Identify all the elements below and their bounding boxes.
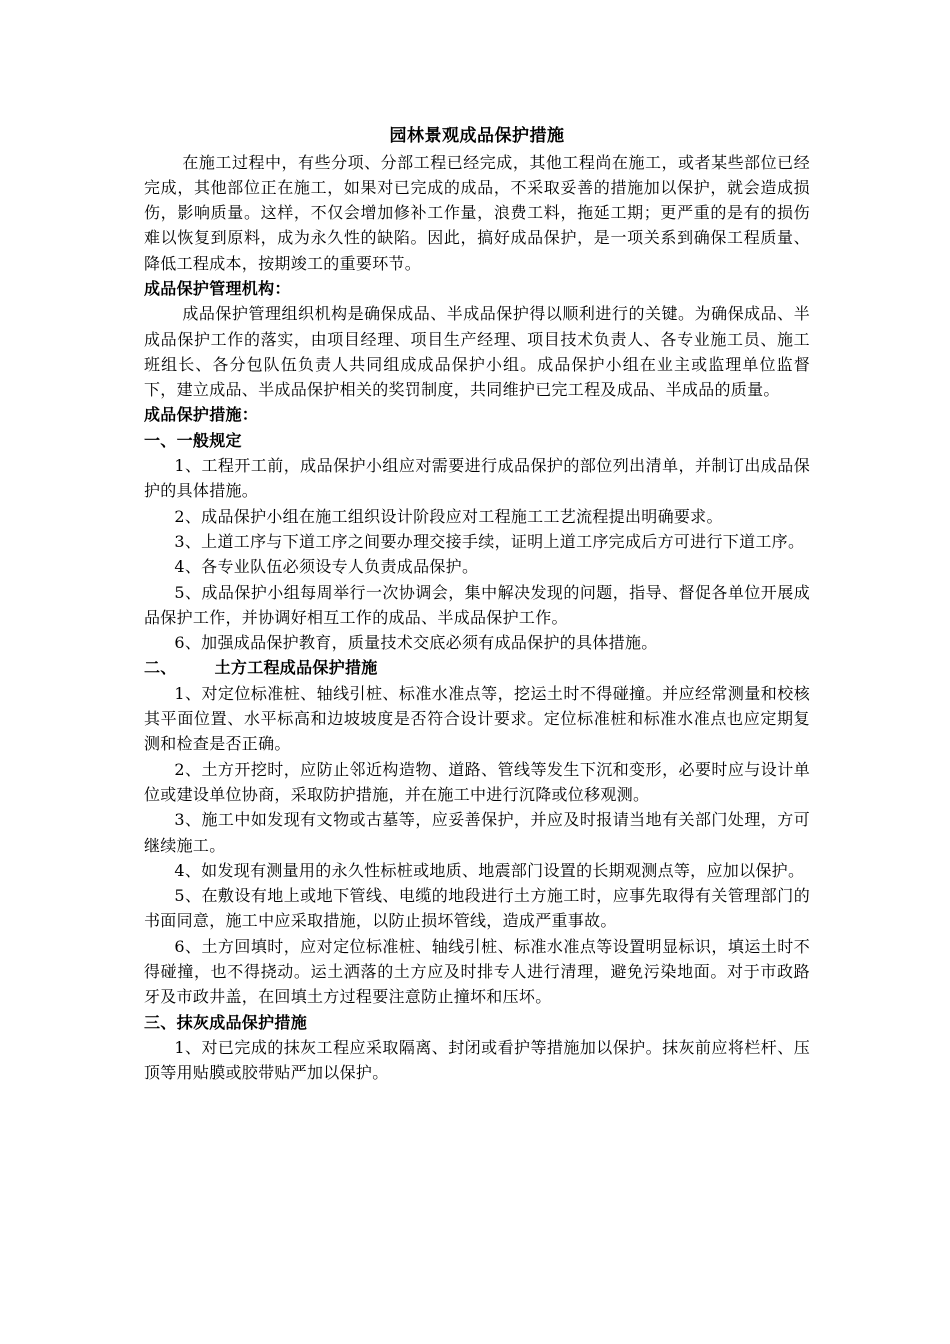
section1-item-1: 1、工程开工前，成品保护小组应对需要进行成品保护的部位列出清单，并制订出成品保护的具体措施。 [144, 456, 810, 501]
section2-item-2: 2、土方开挖时，应防止邻近构造物、道路、管线等发生下沉和变形，必要时应与设计单位或建设单位协商，采取防护措施，并在施工中进行沉降或位移观测。 [144, 759, 810, 804]
intro-paragraph: 在施工过程中，有些分项、分部工程已经完成，其他工程尚在施工，或者某些部位已经完成，其他部位正在施工，如果对已完成的成品，不采取妥善的措施加以保护，就会造成损伤，影响质量。这样，不仅会增加修补工作量，浪费工料，拖延工期；更严重的是有的损伤难以恢复到原料，成为永久性的缺陷。因此，搞好成品保护，是一项关系到确保工程质量、降低工程成本，按期竣工的重要环节。 [144, 152, 810, 273]
measures-heading: 成品保护措施： [144, 405, 259, 425]
section2-number: 二、 [144, 658, 177, 678]
section1-item-5: 5、成品保护小组每周举行一次协调会，集中解决发现的问题，指导、督促各单位开展成品保护工作，并协调好相互工作的成品、半成品保护工作。 [144, 582, 810, 627]
section3-heading: 三、抹灰成品保护措施 [144, 1012, 308, 1032]
section3-item-1: 1、对已完成的抹灰工程应采取隔离、封闭或看护等措施加以保护。抹灰前应将栏杆、压顶等用贴膜或胶带贴严加以保护。 [144, 1037, 810, 1083]
document-title: 园林景观成品保护措施 [389, 126, 565, 146]
org-paragraph: 成品保护管理组织机构是确保成品、半成品保护得以顺利进行的关键。为确保成品、半成品保护工作的落实，由项目经理、项目生产经理、项目技术负责人、各专业施工员、施工班组长、各分包队伍负责人共同组成成品保护小组。成品保护小组在业主或监理单位监督下，建立成品、半成品保护相关的奖罚制度，共同维护已完工程及成品、半成品的质量。 [144, 304, 810, 400]
section2-item-3: 3、施工中如发现有文物或古墓等，应妥善保护，并应及时报请当地有关部门处理，方可继续施工。 [144, 810, 810, 855]
section2-item-6: 6、土方回填时，应对定位标准桩、轴线引桩、标准水准点等设置明显标识，填运土时不得碰撞，也不得挠动。运土洒落的土方应及时排专人进行清理，避免污染地面。对于市政路牙及市政井盖，在回填土方过程要注意防止撞坏和压坏。 [144, 936, 810, 1007]
section2-item-1: 1、对定位标准桩、轴线引桩、标准水准点等，挖运土时不得碰撞。并应经常测量和校核其平面位置、水平标高和边坡坡度是否符合设计要求。定位标准桩和标准水准点也应定期复测和检查是否正确。 [144, 683, 810, 754]
section2-heading [144, 655, 810, 680]
section2-item-5: 5、在敷设有地上或地下管线、电缆的地段进行土方施工时，应事先取得有关管理部门的书面同意，施工中应采取措施，以防止损坏管线，造成严重事故。 [144, 886, 810, 931]
section2-item-4: 4、如发现有测量用的永久性标桩或地质、地震部门设置的长期观测点等，应加以保护。 [174, 860, 805, 880]
org-heading: 成品保护管理机构： [144, 278, 291, 298]
section1-item-4: 4、各专业队伍必须设专人负责成品保护。 [174, 557, 479, 577]
section1-heading: 一、一般规定 [144, 430, 242, 450]
section1-item-6: 6、加强成品保护教育，质量技术交底必须有成品保护的具体措施。 [174, 633, 658, 653]
section1-item-3: 3、上道工序与下道工序之间要办理交接手续，证明上道工序完成后方可进行下道工序。 [174, 531, 805, 551]
section1-item-2: 2、成品保护小组在施工组织设计阶段应对工程施工工艺流程提出明确要求。 [174, 506, 723, 526]
section2-title: 土方工程成品保护措施 [214, 658, 378, 678]
document-page [144, 124, 810, 1085]
